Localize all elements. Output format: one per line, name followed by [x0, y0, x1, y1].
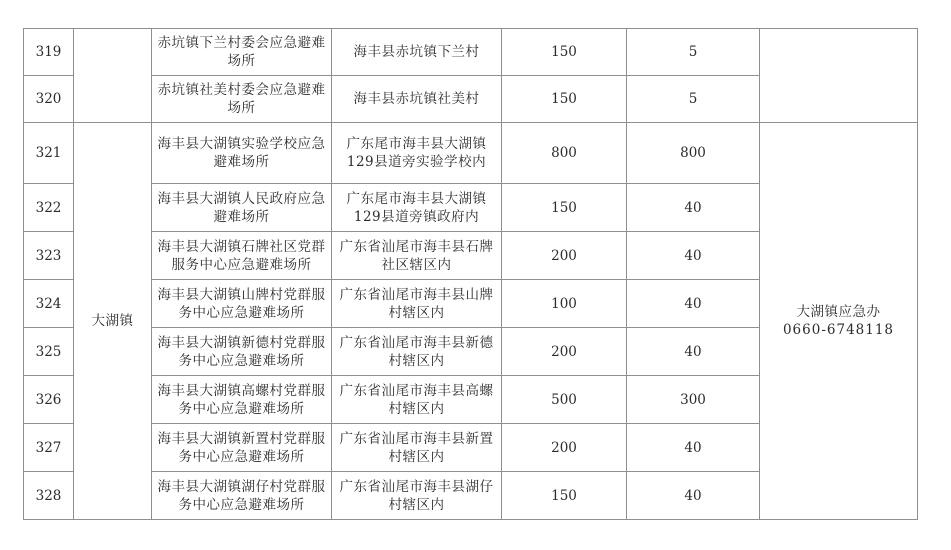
shelter-capacity: 40: [627, 472, 760, 520]
shelter-capacity: 40: [627, 232, 760, 280]
shelter-address: 广东省汕尾市海丰县高螺村辖区内: [332, 376, 502, 424]
shelter-address: 海丰县赤坑镇社美村: [332, 76, 502, 123]
table-row: [24, 29, 918, 76]
shelter-address: 广东省汕尾市海丰县石牌社区辖区内: [332, 232, 502, 280]
shelter-capacity: 5: [627, 29, 760, 76]
shelter-address: 广东省汕尾市海丰县山牌村辖区内: [332, 280, 502, 328]
town-cell: 大湖镇: [74, 123, 152, 520]
shelter-name: 赤坑镇下兰村委会应急避难场所: [152, 29, 332, 76]
shelter-name: 海丰县大湖镇人民政府应急避难场所: [152, 184, 332, 232]
contact-cell: [760, 123, 918, 520]
shelter-address: 广东尾市海丰县大湖镇129县道旁镇政府内: [332, 184, 502, 232]
shelter-capacity: 40: [627, 184, 760, 232]
shelter-name: 海丰县大湖镇湖仔村党群服务中心应急避难场所: [152, 472, 332, 520]
row-number: 322: [24, 184, 74, 232]
shelter-area: 100: [502, 280, 627, 328]
shelter-area: 200: [502, 424, 627, 472]
shelter-area: 800: [502, 123, 627, 184]
row-number: 327: [24, 424, 74, 472]
shelter-area: 500: [502, 376, 627, 424]
shelter-address: 广东尾市海丰县大湖镇129县道旁实验学校内: [332, 123, 502, 184]
shelter-area: 200: [502, 232, 627, 280]
shelter-area: 150: [502, 76, 627, 123]
shelter-capacity: 300: [627, 376, 760, 424]
row-number: 321: [24, 123, 74, 184]
shelter-capacity: 5: [627, 76, 760, 123]
shelter-address: 广东省汕尾市海丰县湖仔村辖区内: [332, 472, 502, 520]
shelter-capacity: 40: [627, 280, 760, 328]
shelter-name: 海丰县大湖镇高螺村党群服务中心应急避难场所: [152, 376, 332, 424]
shelter-address: 海丰县赤坑镇下兰村: [332, 29, 502, 76]
shelter-name: 赤坑镇社美村委会应急避难场所: [152, 76, 332, 123]
shelter-address: 广东省汕尾市海丰县新德村辖区内: [332, 328, 502, 376]
shelter-name: 海丰县大湖镇实验学校应急避难场所: [152, 123, 332, 184]
row-number: 324: [24, 280, 74, 328]
shelter-area: 200: [502, 328, 627, 376]
shelter-area: 150: [502, 29, 627, 76]
shelter-capacity: 40: [627, 328, 760, 376]
row-number: 320: [24, 76, 74, 123]
row-number: 326: [24, 376, 74, 424]
shelter-name: 海丰县大湖镇山牌村党群服务中心应急避难场所: [152, 280, 332, 328]
contact-office: 大湖镇应急办: [796, 304, 881, 320]
contact-cell: [760, 29, 918, 123]
shelter-capacity: 40: [627, 424, 760, 472]
shelter-name: 海丰县大湖镇新置村党群服务中心应急避难场所: [152, 424, 332, 472]
shelter-area: 150: [502, 184, 627, 232]
shelter-capacity: 800: [627, 123, 760, 184]
table-row: [24, 123, 918, 184]
contact-phone: 0660-6748118: [782, 322, 895, 338]
row-number: 319: [24, 29, 74, 76]
shelter-name: 海丰县大湖镇新德村党群服务中心应急避难场所: [152, 328, 332, 376]
row-number: 325: [24, 328, 74, 376]
shelter-table: [23, 28, 918, 520]
shelter-area: 150: [502, 472, 627, 520]
shelter-name: 海丰县大湖镇石牌社区党群服务中心应急避难场所: [152, 232, 332, 280]
row-number: 323: [24, 232, 74, 280]
town-cell: [74, 29, 152, 123]
shelter-address: 广东省汕尾市海丰县新置村辖区内: [332, 424, 502, 472]
row-number: 328: [24, 472, 74, 520]
